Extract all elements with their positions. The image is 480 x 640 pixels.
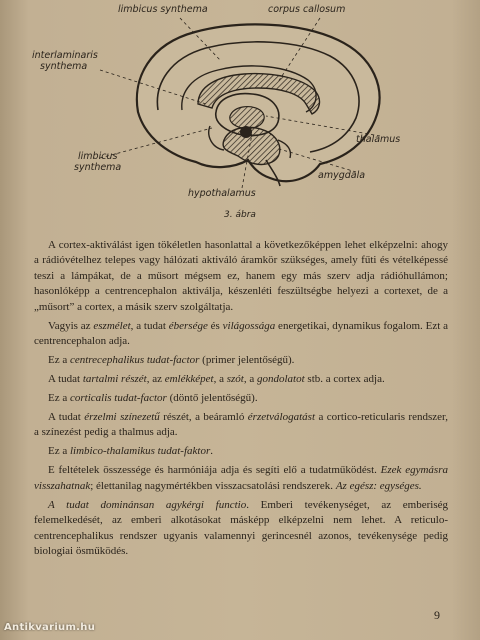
body-text-run: Ez a [48, 392, 70, 405]
paragraph-9 [34, 498, 448, 560]
emphasis-text: tartalmi részét [82, 373, 147, 386]
body-text-run: Ez a [48, 354, 70, 367]
nucleus-dot [240, 126, 252, 138]
body-text-run: , a [243, 373, 257, 386]
emphasis-text: gondolatot [257, 373, 305, 386]
emphasis-text: corticalis tudat-factor [69, 392, 167, 405]
label-limbicus-line2: synthema [74, 162, 122, 173]
label-limbicus-line1: limbicus [78, 151, 118, 162]
body-text [34, 238, 448, 563]
brain-diagram [20, 0, 440, 205]
body-text-run: energetikai, dynamikus fogalom. Ezt a centrencephalon adja. [34, 319, 448, 348]
body-text-run: Ez a [48, 445, 70, 458]
thalamus-core [230, 107, 264, 129]
paragraph-5 [34, 391, 448, 406]
label-interlaminaris-line2: synthema [40, 61, 88, 72]
emphasis-text: Az egész: egységes. [335, 479, 422, 492]
body-text-run: ; élettanilag nagymértékben visszacsatolási rendszerek. [90, 479, 336, 492]
body-text-run: . [210, 445, 213, 458]
body-text-run: . Emberi tevékenységet, az emberiség felemelkedését, az emberi alkotásokat másképp elképzelni nem lehet. A reticulo-centrencephalikus rendszer ugyanis valamennyi gerincesnél azonos, tevékenysége pedig biologiai ösműködés. [34, 498, 449, 558]
emphasis-text: érzetválogatást [247, 411, 316, 424]
label-amygdala: amygdala [318, 170, 366, 181]
paragraph-4 [34, 372, 448, 387]
body-text-run: , a tudat [130, 319, 169, 332]
emphasis-text: szót [226, 373, 244, 386]
label-thalamus: thalamus [356, 134, 401, 145]
paragraph-3 [34, 353, 448, 368]
paragraph-2 [34, 319, 448, 350]
body-text-run: A tudat [48, 411, 85, 424]
body-text-run: stb. a cortex adja. [304, 373, 385, 386]
watermark: Antikvarium.hu [4, 622, 96, 633]
emphasis-text: ébersége [168, 319, 208, 332]
paragraph-8 [34, 463, 448, 494]
figure-caption: 3. ábra [224, 210, 256, 220]
emphasis-text: limbico-thalamikus tudat-faktor [69, 445, 211, 458]
paragraph-6 [34, 410, 448, 441]
body-text-run: részét, a beáramló [159, 411, 248, 424]
label-corpus-callosum: corpus callosum [268, 4, 346, 15]
emphasis-text: érzelmi színezetű [84, 411, 160, 424]
emphasis-text: világossága [222, 319, 276, 332]
page-number: 9 [434, 608, 440, 622]
body-text-run: , az [146, 373, 165, 386]
label-limbicus-synthema-top: limbicus synthema [118, 4, 208, 15]
brain-diagram-drawing [20, 0, 440, 205]
paragraph-7 [34, 444, 448, 459]
emphasis-text: Ezek egymásra visszahatnak [34, 464, 448, 492]
body-text-run: A tudat [48, 373, 83, 386]
emphasis-text: eszmélet [93, 319, 131, 332]
body-text-run: (primer jelentőségű). [199, 354, 295, 367]
body-text-run: (döntő jelentőségű). [166, 392, 258, 405]
emphasis-text: centrecephalikus tudat-factor [69, 354, 200, 367]
label-interlaminaris-line1: interlaminaris [32, 50, 98, 61]
body-text-run: a cortico-reticularis rendszer, a színezést pedig a thalmus adja. [34, 411, 448, 439]
body-text-run: és [207, 319, 223, 332]
label-hypothalamus: hypothalamus [188, 188, 256, 199]
body-text-run: , a [213, 373, 227, 386]
paragraph-1: A cortex-aktiválást igen tökéletlen hasonlattal a következőképpen lehet elképzelni: ahogy a rádióvételhez telepes vagy hálózati aktiváló áramkör szükséges, amely fűti és vételképessé teszi a lámpákat, de a műsort mégsem ez, hanem egy más szerv adja rádióhullámon; hasonlóképp a centrencephalon aktiválja, készenléti feszültségbe helyezi a cortexet, de a „műsort” a cortex, a másik szerv szolgáltatja. [34, 239, 448, 313]
emphasis-text: A tudat dominánsan agykérgi functio [48, 498, 247, 511]
body-text-run: Vagyis az [48, 319, 94, 332]
body-text-run: E feltételek összessége és harmóniája adja és segíti elő a tudatműködést. [48, 464, 381, 477]
emphasis-text: emlékképet [164, 373, 214, 386]
